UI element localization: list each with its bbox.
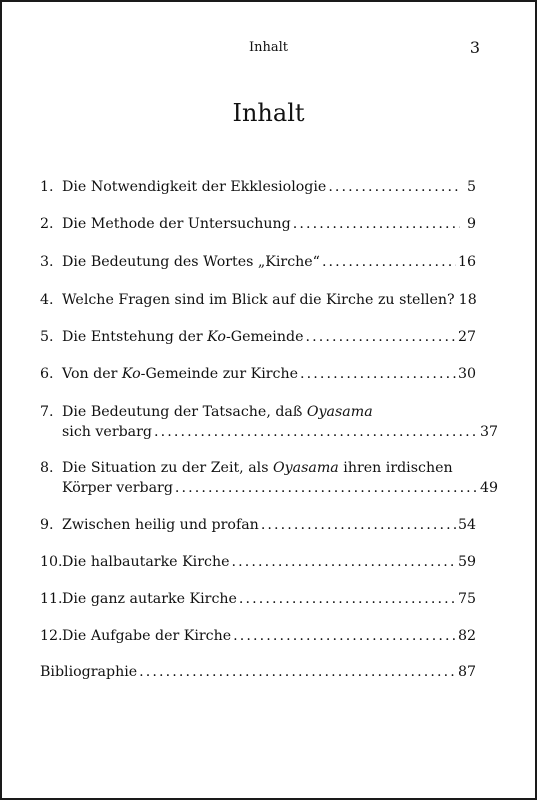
toc-entry[interactable] xyxy=(40,626,476,646)
entry-title-segment: Die ganz autarke Kirche xyxy=(62,591,237,607)
dot-leader xyxy=(293,214,460,234)
entry-number: 4. xyxy=(40,292,54,308)
dot-leader xyxy=(231,552,455,572)
entry-title xyxy=(62,478,173,498)
entry-title xyxy=(62,552,229,572)
entry-page-number: 54 xyxy=(457,517,476,533)
toc-entry[interactable] xyxy=(40,458,498,498)
toc-entry[interactable] xyxy=(40,364,476,384)
toc-entry[interactable] xyxy=(40,402,498,442)
entry-title-segment: Körper verbarg xyxy=(62,480,173,496)
entry-title-segment: Die Aufgabe der Kirche xyxy=(62,628,232,644)
entry-page-number: 59 xyxy=(457,554,476,570)
toc-entry[interactable] xyxy=(40,214,476,234)
dot-leader xyxy=(261,515,456,535)
entry-title-segment: Von der xyxy=(62,366,122,382)
entry-title-segment: Zwischen heilig und profan xyxy=(62,517,259,533)
entry-title-segment: Die Situation zu der Zeit, als xyxy=(62,460,273,476)
entry-title xyxy=(62,252,320,272)
dot-leader xyxy=(322,252,456,272)
entry-number: 5. xyxy=(40,329,54,345)
entry-page-number: 75 xyxy=(457,591,476,607)
entry-title xyxy=(62,422,152,442)
entry-number: 3. xyxy=(40,254,54,270)
entry-title-segment: Ko xyxy=(207,329,226,345)
entry-title-segment: Bibliographie xyxy=(40,664,138,680)
dot-leader xyxy=(139,662,456,682)
entry-page-number: 5 xyxy=(466,179,476,195)
entry-title-segment: Die Bedeutung des Wortes „Kirche“ xyxy=(62,254,320,270)
entry-title xyxy=(40,662,137,682)
entry-title xyxy=(62,290,455,310)
entry-title xyxy=(62,177,326,197)
toc-entry[interactable] xyxy=(40,290,476,310)
entry-title xyxy=(62,515,259,535)
entry-page-number: 87 xyxy=(457,664,476,680)
entry-number: 6. xyxy=(40,366,54,382)
toc-entry[interactable] xyxy=(40,515,476,535)
entry-title xyxy=(62,589,237,609)
toc-entry[interactable] xyxy=(40,327,476,347)
entry-title xyxy=(62,626,231,646)
entry-title-segment: Die Notwendigkeit der Ekklesiologie xyxy=(62,179,327,195)
dot-leader xyxy=(300,364,456,384)
entry-title-segment: Oyasama xyxy=(273,460,339,476)
dot-leader xyxy=(154,422,478,442)
entry-number: 7. xyxy=(40,404,54,420)
page-number: 3 xyxy=(469,38,480,57)
entry-title-segment: Die Entstehung der xyxy=(62,329,208,345)
toc-entry[interactable] xyxy=(40,177,476,197)
entry-title xyxy=(62,402,373,422)
entry-title-segment: ihren irdischen xyxy=(338,460,453,476)
entry-number: 2. xyxy=(40,216,54,232)
entry-title-segment: Die Methode der Untersuchung xyxy=(62,216,291,232)
entry-page-number: 82 xyxy=(457,628,476,644)
entry-page-number: 9 xyxy=(466,216,476,232)
toc-entry[interactable] xyxy=(40,252,476,272)
entry-number: 1. xyxy=(40,179,54,195)
entry-page-number: 30 xyxy=(457,366,476,382)
entry-number: 8. xyxy=(40,460,54,476)
entry-number: 10. xyxy=(40,554,63,570)
dot-leader xyxy=(233,626,456,646)
toc-entry[interactable] xyxy=(40,662,476,682)
entry-title-segment: Ko xyxy=(121,366,141,382)
toc-entry[interactable] xyxy=(40,589,476,609)
entry-page-number: 37 xyxy=(479,424,498,440)
entry-title xyxy=(62,327,303,347)
entry-title-segment: Die halbautarke Kirche xyxy=(62,554,230,570)
entry-title-segment: -Gemeinde xyxy=(225,329,304,345)
entry-number: 9. xyxy=(40,517,54,533)
entry-title xyxy=(62,458,453,478)
entry-title-segment: Oyasama xyxy=(306,404,373,420)
entry-title-segment: -Gemeinde zur Kirche xyxy=(140,366,299,382)
entry-title xyxy=(62,214,291,234)
running-head: Inhalt xyxy=(248,40,288,55)
dot-leader xyxy=(328,177,460,197)
entry-title xyxy=(62,364,298,384)
entry-number: 12. xyxy=(40,628,63,644)
dot-leader xyxy=(239,589,456,609)
entry-number: 11. xyxy=(40,591,63,607)
toc-entry[interactable] xyxy=(40,552,476,572)
entry-page-number: 27 xyxy=(457,329,476,345)
entry-page-number: 49 xyxy=(479,480,498,496)
entry-title-segment: Die Bedeutung der Tatsache, daß xyxy=(62,404,307,420)
entry-title-segment: Welche Fragen sind im Blick auf die Kirche zu stellen? xyxy=(62,292,455,308)
entry-page-number: 18 xyxy=(458,292,477,308)
page-title: Inhalt xyxy=(232,99,305,127)
entry-title-segment: sich verbarg xyxy=(62,424,153,440)
entry-page-number: 16 xyxy=(457,254,476,270)
dot-leader xyxy=(175,478,478,498)
dot-leader xyxy=(305,327,455,347)
